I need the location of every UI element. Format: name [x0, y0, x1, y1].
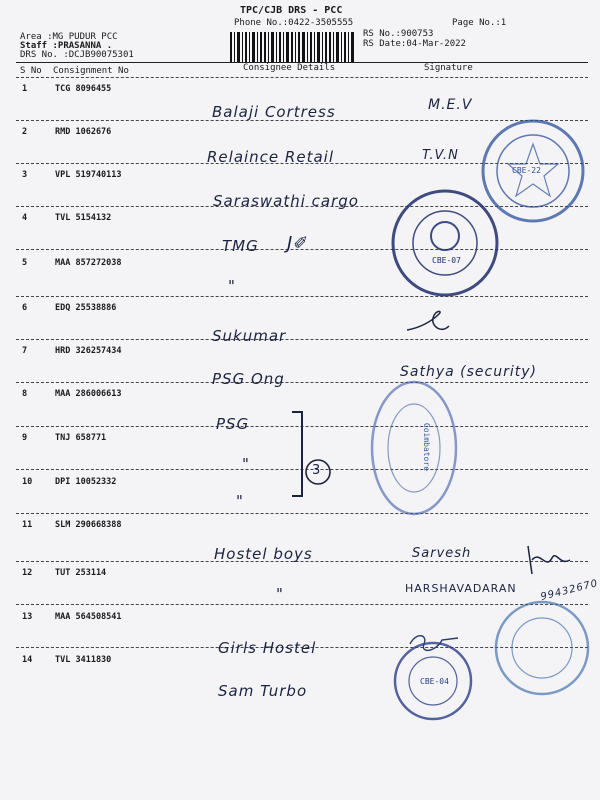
row-3-consignment: VPL 519740113 — [55, 170, 122, 180]
hand-consignee-10: " — [236, 492, 244, 510]
hand-signature-12: HARSHAVADARAN — [405, 582, 517, 595]
hand-ditto-check: J✐ — [287, 233, 310, 254]
rs-number: RS No.:900753 — [363, 29, 434, 39]
row-7-sno: 7 — [22, 346, 28, 356]
row-2-sno: 2 — [22, 127, 28, 137]
row-10-consignment: DPI 10052332 — [55, 477, 117, 487]
hand-consignee-11: Hostel boys — [214, 545, 313, 563]
hand-consignee-9: " — [242, 455, 250, 473]
signature-row-11-scribble — [524, 540, 574, 580]
hand-consignee-5: " — [228, 277, 236, 295]
hand-signature-7: Sathya (security) — [400, 364, 537, 380]
row-11-sno: 11 — [22, 520, 33, 530]
row-5-consignment: MAA 857272038 — [55, 258, 122, 268]
row-5-sno: 5 — [22, 258, 28, 268]
hand-circled-3: 3 — [312, 463, 322, 478]
stamp-sakthi-sub: CBE-22 — [512, 166, 541, 175]
row-6-consignment: EDQ 25538886 — [55, 303, 117, 313]
hand-consignee-12: " — [276, 585, 284, 603]
col-signature: Signature — [424, 63, 473, 73]
row-4-sno: 4 — [22, 213, 28, 223]
stamp-oval-institution — [368, 378, 460, 518]
col-consignment: Consignment No — [53, 66, 129, 76]
hand-consignee-8: PSG — [216, 415, 250, 433]
row-12-consignment: TUT 253114 — [55, 568, 107, 578]
row-1-consignment: TCG 8096455 — [55, 84, 112, 94]
hand-consignee-6: Sukumar — [212, 327, 287, 345]
hand-phone-12: 99432670 — [539, 578, 600, 603]
page-number: Page No.:1 — [452, 18, 507, 28]
document-title: TPC/CJB DRS - PCC — [240, 5, 343, 16]
signature-row-2: T.V.N — [422, 148, 459, 163]
row-12-sno: 12 — [22, 568, 33, 578]
row-8-sno: 8 — [22, 389, 28, 399]
header-rule-bottom — [16, 77, 588, 78]
row-4-consignment: TVL 5154132 — [55, 213, 112, 223]
row-3-sno: 3 — [22, 170, 28, 180]
hand-consignee-13: Girls Hostel — [218, 639, 317, 657]
row-divider — [16, 339, 588, 340]
row-1-sno: 1 — [22, 84, 28, 94]
staff-label: Staff :PRASANNA . — [20, 41, 113, 51]
row-13-consignment: MAA 564508541 — [55, 612, 122, 622]
row-8-consignment: MAA 286006613 — [55, 389, 122, 399]
stamp-tmg-textiles — [385, 188, 505, 298]
stamp-psg-hostel — [492, 598, 592, 698]
row-11-consignment: SLM 290668388 — [55, 520, 122, 530]
row-2-consignment: RMD 1062676 — [55, 127, 112, 137]
col-consignee: Consignee Details — [243, 63, 336, 73]
signature-row-6-scribble — [405, 308, 455, 340]
rs-date: RS Date:04-Mar-2022 — [363, 39, 466, 49]
bracket-note-icon — [278, 410, 338, 500]
row-13-sno: 13 — [22, 612, 33, 622]
hand-consignee-14: Sam Turbo — [218, 682, 308, 700]
row-9-consignment: TNJ 658771 — [55, 433, 107, 443]
row-6-sno: 6 — [22, 303, 28, 313]
hand-consignee-2: Relaince Retail — [207, 148, 334, 166]
row-9-sno: 9 — [22, 433, 28, 443]
hand-consignee-4: TMG — [222, 237, 259, 255]
stamp-tmg-sub: CBE-07 — [432, 256, 461, 265]
row-7-consignment: HRD 326257434 — [55, 346, 122, 356]
signature-row-1: M.E.V — [428, 97, 473, 113]
hand-consignee-7: PSG Ong — [212, 370, 285, 388]
row-divider — [16, 382, 588, 383]
row-14-consignment: TVL 3411830 — [55, 655, 112, 665]
hand-consignee-1: Balaji Cortress — [212, 103, 336, 121]
row-divider — [16, 513, 588, 514]
row-14-sno: 14 — [22, 655, 33, 665]
col-sno: S No — [20, 66, 42, 76]
stamp-oval-sub: Coimbatore — [422, 422, 432, 472]
area-label: Area :MG PUDUR PCC — [20, 32, 118, 42]
hand-consignee-3: Saraswathi cargo — [213, 192, 359, 210]
barcode — [230, 32, 356, 62]
stamp-sam-sub: CBE-04 — [420, 677, 449, 686]
phone-number: Phone No.:0422-3505555 — [234, 18, 354, 28]
drs-number: DRS No. :DCJB90075301 — [20, 50, 134, 60]
row-10-sno: 10 — [22, 477, 33, 487]
hand-signature-11: Sarvesh — [412, 546, 472, 561]
